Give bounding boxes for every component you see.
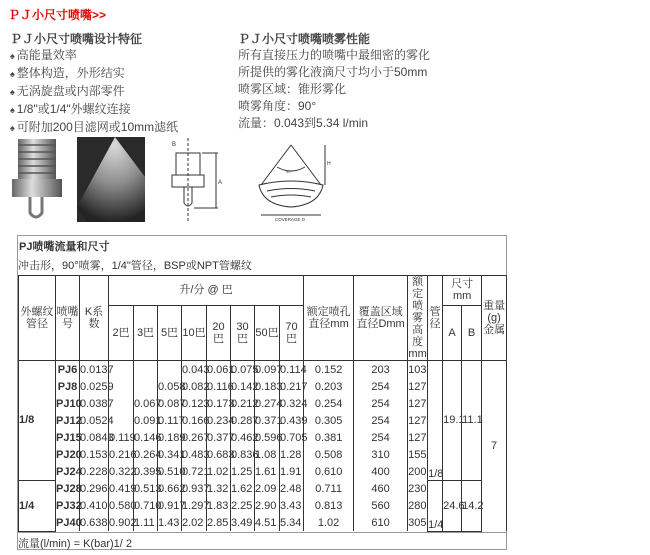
value-cell: 0.234 <box>207 412 231 429</box>
value-cell: 0.123 <box>182 395 207 412</box>
value-cell: 1.02 <box>207 463 231 480</box>
value-cell: 0.324 <box>280 395 304 412</box>
value-cell: 0.683 <box>207 446 231 463</box>
value-cell: 0.381 <box>304 429 354 446</box>
design-item <box>10 83 270 101</box>
spade-bullet-icon: ♠ <box>10 69 15 79</box>
value-cell: 0.082 <box>182 378 207 395</box>
value-cell: 2.25 <box>231 497 255 514</box>
value-cell: 0.087 <box>158 395 182 412</box>
label-b: B <box>172 142 177 148</box>
nozzle-number: PJ15 <box>56 429 80 446</box>
label-a: A <box>218 180 223 186</box>
value-cell: 127 <box>408 412 428 429</box>
thread-size: 1/4 <box>19 480 56 531</box>
perf-item <box>238 81 538 98</box>
value-cell: 0.377 <box>207 429 231 446</box>
value-cell: 1.25 <box>231 463 255 480</box>
value-cell: 0.142 <box>231 378 255 395</box>
value-cell: 0.638 <box>80 514 109 531</box>
nozzle-number: PJ6 <box>56 361 80 379</box>
value-cell: 305 <box>408 514 428 531</box>
value-cell: 1.61 <box>255 463 280 480</box>
perf-item-text: 流量：0.043到5.34 l/min <box>238 116 369 130</box>
thread-size: 1/8 <box>19 361 56 481</box>
value-cell: 0.216 <box>109 446 134 463</box>
value-cell: 0.305 <box>304 412 354 429</box>
value-cell: 254 <box>354 412 408 429</box>
spray-performance <box>238 30 538 132</box>
perf-item <box>238 115 538 132</box>
header-cell: 外螺纹管径 <box>19 276 56 361</box>
value-cell: 0.836 <box>231 446 255 463</box>
value-cell: 0.119 <box>109 429 134 446</box>
value-cell: 0.189 <box>158 429 182 446</box>
value-cell: 0.439 <box>280 412 304 429</box>
value-cell: 0.610 <box>304 463 354 480</box>
header-cell: 升/分 @ 巴 <box>109 276 304 306</box>
value-cell: 200 <box>408 463 428 480</box>
value-cell: 0.483 <box>182 446 207 463</box>
design-item <box>10 65 270 83</box>
value-cell: 254 <box>354 395 408 412</box>
value-cell: 0.183 <box>255 378 280 395</box>
value-cell: 1.28 <box>280 446 304 463</box>
nozzle-number: PJ10 <box>56 395 80 412</box>
perf-heading: ＰＪ小尺寸喷嘴喷雾性能 <box>238 32 371 46</box>
value-cell: 0.173 <box>207 395 231 412</box>
value-cell: 2.02 <box>182 514 207 531</box>
flow-table-container <box>17 235 507 550</box>
value-cell: 0.114 <box>280 361 304 379</box>
header-cell: 重量(g)金属 <box>482 276 507 361</box>
value-cell: 127 <box>408 429 428 446</box>
nozzle-number: PJ40 <box>56 514 80 531</box>
value-cell: 0.091 <box>134 412 158 429</box>
flow-table <box>18 275 507 532</box>
value-cell: 5.34 <box>280 514 304 531</box>
value-cell: 127 <box>408 378 428 395</box>
value-cell: 1.83 <box>207 497 231 514</box>
value-cell: 2.90 <box>255 497 280 514</box>
nozzle-number: PJ8 <box>56 378 80 395</box>
value-cell: 0.116 <box>207 378 231 395</box>
value-cell: 0.203 <box>304 378 354 395</box>
value-cell: 2.09 <box>255 480 280 497</box>
perf-item-text: 喷雾区域：锥形雾化 <box>238 82 347 96</box>
value-cell: 2.48 <box>280 480 304 497</box>
value-cell: 0.0843 <box>80 429 109 446</box>
header-cell: 尺寸mm <box>443 276 482 306</box>
value-cell: 0.371 <box>255 412 280 429</box>
perf-item <box>238 47 538 64</box>
value-cell: 0.117 <box>158 412 182 429</box>
value-cell: 0.721 <box>182 463 207 480</box>
value-cell: 400 <box>354 463 408 480</box>
table-subtitle: 冲击形，90°喷雾，1/4"管径，BSP或NPT管螺纹 <box>18 260 252 272</box>
value-cell: 0.212 <box>231 395 255 412</box>
design-item-text: 1/8"或1/4"外螺纹连接 <box>16 102 131 116</box>
value-cell: 0.146 <box>134 429 158 446</box>
dim-a: 19.1 <box>443 361 462 481</box>
value-cell: 1.02 <box>304 514 354 531</box>
value-cell <box>134 378 158 395</box>
value-cell: 0.264 <box>134 446 158 463</box>
design-features <box>10 30 270 137</box>
value-cell: 4.51 <box>255 514 280 531</box>
value-cell: 0.274 <box>255 395 280 412</box>
table-row <box>19 361 507 379</box>
pressure-header: 70巴 <box>280 305 304 360</box>
value-cell: 3.43 <box>280 497 304 514</box>
spade-bullet-icon: ♠ <box>10 51 15 61</box>
label-coverage: COVERAGE D <box>275 217 306 222</box>
value-cell: 0.813 <box>304 497 354 514</box>
value-cell: 0.710 <box>134 497 158 514</box>
value-cell: 0.705 <box>280 429 304 446</box>
value-cell: 103 <box>408 361 428 379</box>
value-cell: 1.43 <box>158 514 182 531</box>
header-cell: 额定喷雾高度mm <box>408 276 427 360</box>
value-cell: 0.296 <box>80 480 109 497</box>
value-cell: 0.058 <box>158 378 182 395</box>
value-cell: 0.0259 <box>80 378 109 395</box>
value-cell: 254 <box>354 378 408 395</box>
value-cell <box>134 361 158 379</box>
value-cell: 0.267 <box>182 429 207 446</box>
value-cell: 0.580 <box>109 497 134 514</box>
value-cell: 280 <box>408 497 428 514</box>
pressure-header: 5巴 <box>158 305 182 360</box>
value-cell: 2.85 <box>207 514 231 531</box>
table-row <box>19 480 507 497</box>
value-cell: 203 <box>354 361 408 379</box>
value-cell <box>158 361 182 379</box>
perf-item-text: 所有直接压力的喷嘴中最细密的雾化 <box>238 48 431 62</box>
value-cell: 0.711 <box>304 480 354 497</box>
spray-photo <box>77 137 145 222</box>
pipe-size: 1/4 <box>428 480 443 531</box>
value-cell: 0.410 <box>80 497 109 514</box>
spade-bullet-icon: ♠ <box>10 105 15 115</box>
value-cell: 1.11 <box>134 514 158 531</box>
dim-b: 14.2 <box>462 480 482 531</box>
label-h: H <box>327 161 331 167</box>
pressure-header: 30巴 <box>231 305 255 360</box>
value-cell: 0.043 <box>182 361 207 379</box>
weight: 7 <box>482 361 507 532</box>
design-item-text: 可附加200目滤网或10mm滤纸 <box>16 120 179 134</box>
pressure-header: 10巴 <box>182 305 207 360</box>
perf-item <box>238 98 538 115</box>
header-cell: A <box>443 305 462 360</box>
value-cell: 0.075 <box>231 361 255 379</box>
value-cell: 0.902 <box>109 514 134 531</box>
pressure-header: 2巴 <box>109 305 134 360</box>
value-cell: 0.510 <box>158 463 182 480</box>
spade-bullet-icon: ♠ <box>10 123 15 133</box>
design-heading: ＰＪ小尺寸喷嘴设计特征 <box>10 32 143 46</box>
value-cell: 0.419 <box>109 480 134 497</box>
value-cell: 310 <box>354 446 408 463</box>
value-cell: 0.662 <box>158 480 182 497</box>
pressure-header: 20巴 <box>207 305 231 360</box>
value-cell: 0.513 <box>134 480 158 497</box>
perf-item-text: 喷雾角度：90° <box>238 99 317 113</box>
value-cell: 0.287 <box>231 412 255 429</box>
nozzle-photo <box>8 135 64 225</box>
value-cell: 1.08 <box>255 446 280 463</box>
design-item <box>10 101 270 119</box>
value-cell: 0.322 <box>109 463 134 480</box>
value-cell: 1.297 <box>182 497 207 514</box>
label-angle: 90° <box>286 169 293 174</box>
value-cell: 3.49 <box>231 514 255 531</box>
value-cell: 0.395 <box>134 463 158 480</box>
table-title: PJ喷嘴流量和尺寸 <box>19 241 110 253</box>
design-item-text: 整体构造，外形结实 <box>16 66 125 80</box>
value-cell: 0.228 <box>80 463 109 480</box>
value-cell: 0.153 <box>80 446 109 463</box>
value-cell: 0.217 <box>280 378 304 395</box>
spade-bullet-icon: ♠ <box>10 87 15 97</box>
nozzle-number: PJ24 <box>56 463 80 480</box>
header-cell: 喷嘴号 <box>56 276 80 361</box>
value-cell: 254 <box>354 429 408 446</box>
table-footer-formula: 流量(l/min) = K(bar)1/ 2 <box>18 532 506 553</box>
spray-coverage-diagram <box>255 143 330 223</box>
value-cell: 0.254 <box>304 395 354 412</box>
pipe-size: 1/8 <box>428 361 443 481</box>
nozzle-number: PJ32 <box>56 497 80 514</box>
value-cell: 0.596 <box>255 429 280 446</box>
nozzle-number: PJ28 <box>56 480 80 497</box>
value-cell: 0.341 <box>158 446 182 463</box>
value-cell: 127 <box>408 395 428 412</box>
page-title-link[interactable]: ＰＪ小尺寸喷嘴>> <box>8 8 107 22</box>
value-cell: 230 <box>408 480 428 497</box>
value-cell: 0.508 <box>304 446 354 463</box>
value-cell: 0.917 <box>158 497 182 514</box>
header-cell: 管径 <box>428 276 443 361</box>
design-item <box>10 47 270 65</box>
value-cell: 0.0137 <box>80 361 109 379</box>
design-item-text: 无涡旋盘或内部零件 <box>16 84 125 98</box>
pressure-header: 3巴 <box>134 305 158 360</box>
value-cell: 0.166 <box>182 412 207 429</box>
value-cell: 0.152 <box>304 361 354 379</box>
pressure-header: 50巴 <box>255 305 280 360</box>
nozzle-number: PJ12 <box>56 412 80 429</box>
dim-b: 11.1 <box>462 361 482 481</box>
header-row <box>19 276 507 306</box>
value-cell: 0.067 <box>134 395 158 412</box>
nozzle-number: PJ20 <box>56 446 80 463</box>
value-cell: 560 <box>354 497 408 514</box>
header-cell: 覆盖区域直径Dmm <box>354 276 408 361</box>
dimension-drawing <box>160 138 240 223</box>
value-cell: 0.0524 <box>80 412 109 429</box>
header-cell: B <box>462 305 482 360</box>
design-item-text: 高能量效率 <box>16 48 77 62</box>
value-cell: 1.62 <box>231 480 255 497</box>
dim-a: 24.6 <box>443 480 462 531</box>
value-cell: 460 <box>354 480 408 497</box>
value-cell: 1.32 <box>207 480 231 497</box>
value-cell: 155 <box>408 446 428 463</box>
header-cell: 额定喷孔直径mm <box>304 276 354 361</box>
value-cell: 0.0387 <box>80 395 109 412</box>
value-cell: 0.097 <box>255 361 280 379</box>
value-cell: 0.061 <box>207 361 231 379</box>
header-cell: K系数 <box>80 276 109 361</box>
perf-item <box>238 64 538 81</box>
value-cell: 610 <box>354 514 408 531</box>
value-cell: 0.462 <box>231 429 255 446</box>
perf-item-text: 所提供的雾化液滴尺寸均小于50mm <box>238 65 428 79</box>
value-cell: 1.91 <box>280 463 304 480</box>
value-cell: 0.937 <box>182 480 207 497</box>
